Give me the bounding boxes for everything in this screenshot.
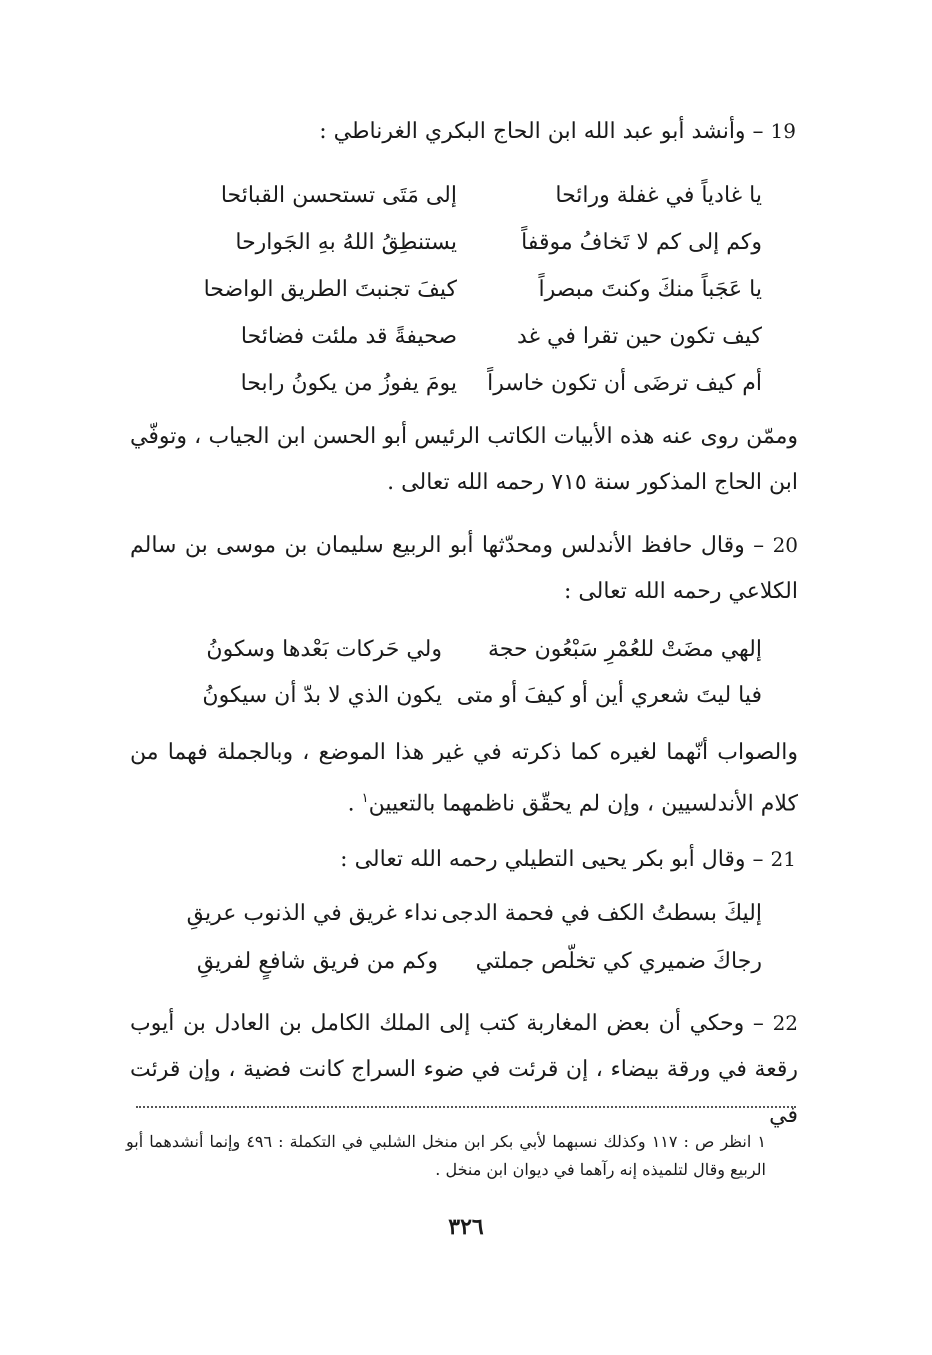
entry-text-end: . bbox=[347, 791, 362, 817]
verse-first-hemistich: فيا ليتَ شعري أين أو كيفَ أو متى bbox=[456, 683, 762, 708]
verse-second-hemistich: وكم من فريق شافعٍ لفريقِ bbox=[196, 949, 438, 974]
verse-line bbox=[172, 313, 762, 361]
verse-second-hemistich: ولي حَركات بَعْدها وسكونُ bbox=[206, 637, 442, 662]
footnote-ref: ١ bbox=[361, 791, 369, 806]
verse-second-hemistich: يستنطِقُ اللهُ بهِ الجَوارحا bbox=[235, 230, 457, 255]
verse-second-hemistich: كيفَ تجنبتَ الطريق الواضحا bbox=[203, 277, 457, 302]
verse-first-hemistich: رجاكَ ضميري كي تخلّص جملتي bbox=[475, 949, 762, 974]
verse-first-hemistich: كيف تكون حين تقرا في غد bbox=[516, 324, 762, 349]
verse-second-hemistich: إلى مَتَى تستحسن القبائحا bbox=[220, 183, 457, 208]
entry-19-note: وممّن روى عنه هذه الأبيات الكاتب الرئيس أبو الحسن ابن الجياب ، وتوفّي ابن الحاج المذكور سنة ٧١٥ رحمه الله تعالى . bbox=[130, 424, 798, 495]
entry-21-intro bbox=[136, 836, 796, 883]
entry-text: – وقال حافظ الأندلس ومحدّثها أبو الربيع سليمان بن موسى بن سالم الكلاعي رحمه الله تعالى : bbox=[130, 533, 798, 604]
entry-number: 21 bbox=[770, 847, 796, 871]
verse-line bbox=[172, 938, 762, 986]
verse-first-hemistich: وكم إلى كم لا تَخافُ موقفاً bbox=[521, 230, 762, 255]
entry-text: – وقال أبو بكر يحيى التطيلي رحمه الله تعالى : bbox=[340, 847, 764, 872]
verse-line bbox=[172, 172, 762, 220]
verse-line bbox=[172, 890, 762, 938]
verse-second-hemistich: نداء غريق في الذنوب عريقِ bbox=[186, 901, 438, 926]
verse-second-hemistich: يكون الذي لا بدّ أن سيكونُ bbox=[202, 683, 442, 708]
verse-line bbox=[172, 672, 762, 720]
page-number: ٣٢٦ bbox=[448, 1214, 484, 1240]
entry-number: 20 bbox=[772, 533, 799, 557]
verse-first-hemistich: يا عَجَباً منكَ وكنتَ مبصراً bbox=[538, 277, 762, 302]
verse-second-hemistich: صحيفةً قد ملئت فضائحا bbox=[240, 324, 457, 349]
verse-line bbox=[172, 266, 762, 314]
entry-text: – وأنشد أبو عبد الله ابن الحاج البكري الغرناطي : bbox=[319, 119, 764, 144]
verse-first-hemistich: إليكَ بسطتُ الكف في فحمة الدجى bbox=[441, 901, 762, 926]
verse-first-hemistich: يا غادياً في غفلة ورائحا bbox=[555, 183, 762, 208]
footnote-text: انظر ص : ١١٧ وكذلك نسبهما لأبي بكر ابن منخل الشلبي في التكملة : ٤٩٦ وإنما أنشدهما أبو الربيع وقال لتلميذه إنه رآهما في ديوان ابن منخل . bbox=[126, 1132, 766, 1179]
verse-line bbox=[172, 219, 762, 267]
verse-line bbox=[172, 626, 762, 674]
verse-second-hemistich: يومَ يفوزُ من يكونُ رابحا bbox=[240, 371, 457, 396]
verse-first-hemistich: إلهي مضَتْ للعُمْرِ سَبْعُون حجة bbox=[488, 637, 762, 662]
entry-number: 19 bbox=[770, 119, 796, 143]
footnote-divider bbox=[136, 1106, 796, 1108]
verse-line bbox=[172, 360, 762, 408]
entry-22-intro bbox=[130, 1000, 798, 1139]
entry-number: 22 bbox=[772, 1011, 799, 1035]
entry-19-intro bbox=[136, 108, 796, 155]
entry-20-intro bbox=[130, 522, 798, 615]
entry-20-note bbox=[130, 730, 798, 827]
footnote bbox=[126, 1128, 766, 1184]
entry-text: والصواب أنّهما لغيره كما ذكرته في غير هذا الموضع ، وبالجملة فهما من كلام الأندلسيين ، وإن لم يحقّق ناظمهما بالتعيين bbox=[130, 740, 798, 817]
entry-text: – وحكي أن بعض المغاربة كتب إلى الملك الكامل بن العادل بن أيوب رقعة في ورقة بيضاء ، إن قرئت في ضوء السراج كانت فضية ، وإن قرئت في bbox=[130, 1011, 798, 1128]
verse-first-hemistich: أم كيف ترضَى أن تكون خاسراً bbox=[487, 371, 762, 396]
footnote-mark: ١ bbox=[757, 1132, 766, 1151]
